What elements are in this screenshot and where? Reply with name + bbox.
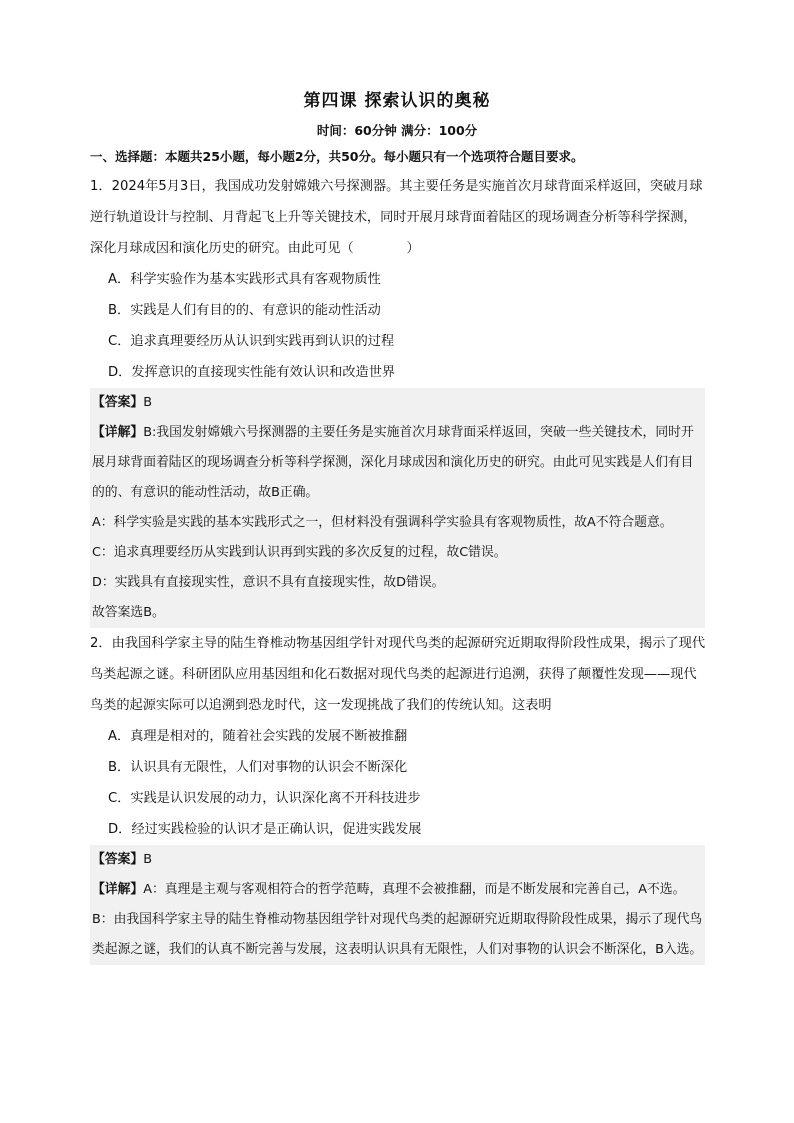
detail-line: 故答案选B。 (92, 605, 165, 620)
answer-line (92, 388, 703, 418)
option-a: A．科学实验作为基本实践形式具有客观物质性 (108, 272, 381, 287)
option-d: D．经过实践检验的认识才是正确认识，促进实践发展 (108, 822, 422, 837)
question-stem: 1．2024年5月3日，我国成功发射嫦娥六号探测器。其主要任务是实施首次月球背面采样返回，突破月球逆行轨道设计与控制、月背起飞上升等关键技术，同时开展月球背面着陆区的现场调查分析等科学探测，深化月球成因和演化历史的研究。由此可见（ ） (90, 179, 703, 256)
answer-block (90, 845, 705, 965)
detail-line (92, 875, 703, 905)
questions-content (90, 171, 705, 965)
answer-block (90, 388, 705, 628)
detail-label: 【详解】 (92, 425, 144, 440)
answer-value: B (143, 852, 152, 867)
detail-line: C：追求真理要经历从实践到认识再到实践的多次反复的过程，故C错误。 (92, 545, 507, 560)
question-1 (90, 171, 705, 628)
question-stem: 2．由我国科学家主导的陆生脊椎动物基因组学针对现代鸟类的起源研究近期取得阶段性成果，揭示了现代鸟类起源之谜。科研团队应用基因组和化石数据对现代鸟类的起源进行追溯，获得了颠覆性发现——现代鸟类的起源实际可以追溯到恐龙时代，这一发现挑战了我们的传统认知。这表明 (90, 636, 706, 713)
option-c: C．实践是认识发展的动力，认识深化离不开科技进步 (108, 791, 421, 806)
option-c: C．追求真理要经历从认识到实践再到认识的过程 (108, 334, 395, 349)
section-header: 一、选择题：本题共25小题，每小题2分，共50分。每小题只有一个选项符合题目要求。 (90, 149, 584, 164)
page-title: 第四课 探索认识的奥秘 (303, 91, 491, 111)
detail-text: A：真理是主观与客观相符合的哲学范畴，真理不会被推翻，而是不断发展和完善自己，A不选。 (143, 882, 686, 897)
answer-line (92, 845, 703, 875)
option-a: A．真理是相对的，随着社会实践的发展不断被推翻 (108, 729, 408, 744)
option-b: B．实践是人们有目的的、有意识的能动性活动 (108, 303, 381, 318)
option-list (90, 721, 705, 845)
detail-line: A：科学实验是实践的基本实践形式之一，但材料没有强调科学实验具有客观物质性，故A不符合题意。 (92, 515, 673, 530)
option-d: D．发挥意识的直接现实性能有效认识和改造世界 (108, 365, 396, 380)
option-b: B．认识具有无限性，人们对事物的认识会不断深化 (108, 760, 408, 775)
detail-text: B:我国发射嫦娥六号探测器的主要任务是实施首次月球背面采样返回，突破一些关键技术，同时开展月球背面着陆区的现场调查分析等科学探测，深化月球成因和演化历史的研究。由此可见实践是人们有目的的、有意识的能动性活动，故B正确。 (92, 425, 694, 500)
question-2 (90, 628, 705, 965)
exam-meta: 时间：60分钟 满分：100分 (316, 123, 478, 138)
detail-label: 【详解】 (92, 882, 144, 897)
detail-line (92, 418, 703, 508)
answer-value: B (143, 395, 152, 410)
answer-label: 【答案】 (92, 852, 144, 867)
answer-label: 【答案】 (92, 395, 144, 410)
detail-line: B：由我国科学家主导的陆生脊椎动物基因组学针对现代鸟类的起源研究近期取得阶段性成果，揭示了现代鸟类起源之谜，我们的认真不断完善与发展，这表明认识具有无限性，人们对事物的认识会不断深化，B入选。 (92, 912, 703, 957)
option-list (90, 264, 705, 388)
detail-line: D：实践具有直接现实性，意识不具有直接现实性，故D错误。 (92, 575, 445, 590)
